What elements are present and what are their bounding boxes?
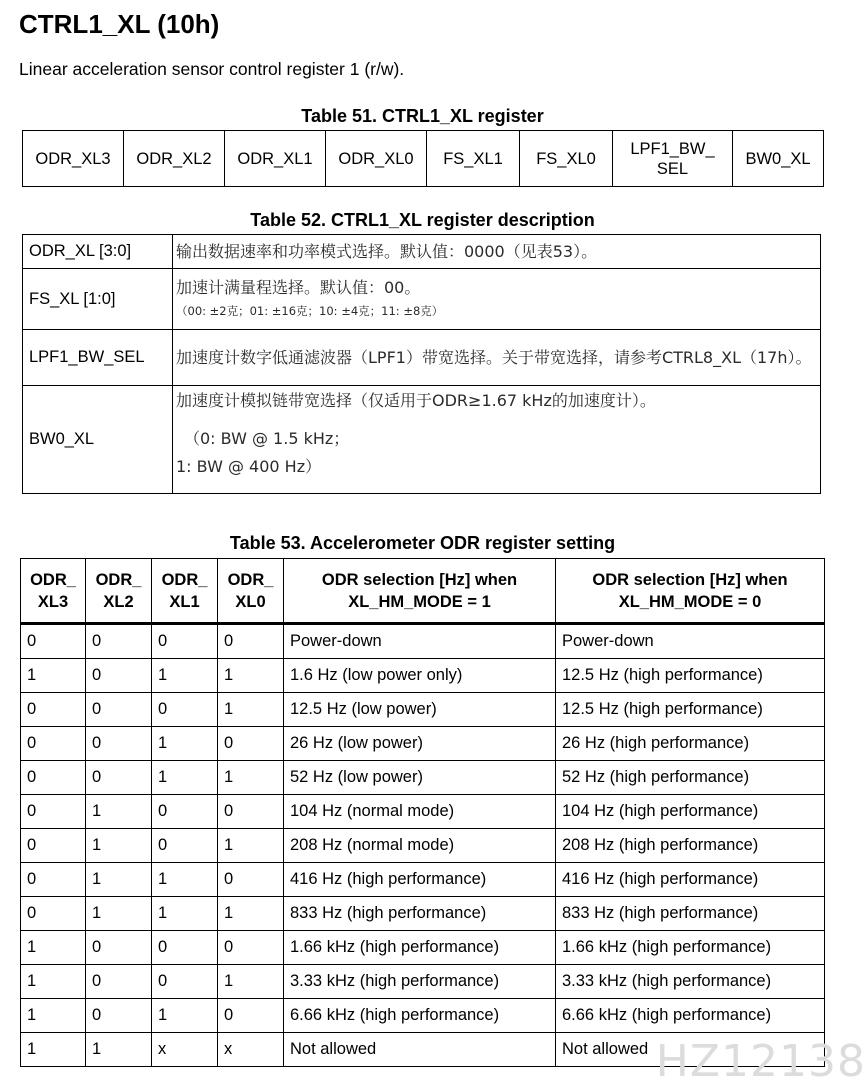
- table-cell: 104 Hz (normal mode): [284, 795, 556, 829]
- bit-cell: ODR_XL3: [23, 131, 124, 187]
- table-cell: 1: [152, 863, 218, 897]
- table52-caption: Table 52. CTRL1_XL register description: [250, 210, 595, 230]
- table-cell: 1: [218, 659, 284, 693]
- field-name-cell: ODR_XL [3:0]: [23, 235, 173, 269]
- table-row: [23, 330, 821, 386]
- table-cell: 1: [152, 999, 218, 1033]
- table-cell: 833 Hz (high performance): [556, 897, 825, 931]
- table-cell: 104 Hz (high performance): [556, 795, 825, 829]
- field-description-cell: 输出数据速率和功率模式选择。默认值：0000（见表53）。: [173, 235, 821, 269]
- table-cell: 3.33 kHz (high performance): [284, 965, 556, 999]
- table-cell: 1: [86, 1033, 152, 1067]
- table-row: [21, 761, 825, 795]
- table-cell: 0: [152, 965, 218, 999]
- field-name-cell: LPF1_BW_SEL: [23, 330, 173, 386]
- table-cell: 1: [218, 829, 284, 863]
- table53-caption: Table 53. Accelerometer ODR register setting: [229, 533, 616, 553]
- table-cell: 1: [218, 761, 284, 795]
- table-cell: 1: [21, 965, 86, 999]
- table-cell: 1: [218, 965, 284, 999]
- table-cell: x: [152, 1033, 218, 1067]
- table-cell: 0: [86, 727, 152, 761]
- page-title: CTRL1_XL (10h): [19, 9, 220, 39]
- table-cell: 0: [86, 693, 152, 727]
- table-row: [21, 897, 825, 931]
- field-name-cell: BW0_XL: [23, 386, 173, 494]
- table-row: [21, 727, 825, 761]
- table-cell: 0: [21, 863, 86, 897]
- table-cell: 833 Hz (high performance): [284, 897, 556, 931]
- table-cell: 0: [86, 624, 152, 659]
- description-text: 加速度计模拟链带宽选择（仅适用于ODR≥1.67 kHz的加速度计）。: [176, 391, 656, 410]
- table-row: [21, 624, 825, 659]
- table-row: [21, 999, 825, 1033]
- table-row: [23, 269, 821, 330]
- table-row: [21, 965, 825, 999]
- table-cell: 1: [86, 897, 152, 931]
- table51-caption: Table 51. CTRL1_XL register: [301, 106, 544, 126]
- table-cell: 1: [21, 1033, 86, 1067]
- bit-cell: ODR_XL0: [326, 131, 427, 187]
- table-cell: 26 Hz (low power): [284, 727, 556, 761]
- table-cell: 0: [21, 693, 86, 727]
- table-cell: 1: [21, 931, 86, 965]
- table-cell: Not allowed: [284, 1033, 556, 1067]
- table-row: [21, 795, 825, 829]
- table-cell: 0: [152, 829, 218, 863]
- table-row: [23, 386, 821, 494]
- bit-cell: ODR_XL2: [124, 131, 225, 187]
- table-cell: 1: [21, 999, 86, 1033]
- table-cell: 1: [21, 659, 86, 693]
- table-cell: 0: [152, 624, 218, 659]
- bit-cell: ODR_XL1: [225, 131, 326, 187]
- table-cell: 1: [152, 727, 218, 761]
- table-cell: 416 Hz (high performance): [556, 863, 825, 897]
- table-cell: 0: [86, 761, 152, 795]
- table-cell: 3.33 kHz (high performance): [556, 965, 825, 999]
- column-header: ODR_ XL3: [21, 559, 86, 624]
- column-header: ODR selection [Hz] when XL_HM_MODE = 1: [284, 559, 556, 624]
- bit-cell: FS_XL0: [520, 131, 613, 187]
- table-cell: 1: [218, 693, 284, 727]
- table-cell: 0: [218, 999, 284, 1033]
- description-note: （00: ±2克；01: ±16克；10: ±4克；11: ±8克）: [176, 303, 444, 318]
- table-cell: Power-down: [556, 624, 825, 659]
- column-header: ODR_ XL1: [152, 559, 218, 624]
- table-cell: 6.66 kHz (high performance): [556, 999, 825, 1033]
- table-cell: 1.66 kHz (high performance): [284, 931, 556, 965]
- odr-setting-table: [20, 558, 825, 1067]
- table-cell: 0: [218, 863, 284, 897]
- bit-cell: FS_XL1: [427, 131, 520, 187]
- table-cell: 0: [218, 624, 284, 659]
- table-cell: 1.6 Hz (low power only): [284, 659, 556, 693]
- table-cell: 1: [152, 897, 218, 931]
- field-name-cell: FS_XL [1:0]: [23, 269, 173, 330]
- table-cell: 52 Hz (high performance): [556, 761, 825, 795]
- table-cell: 52 Hz (low power): [284, 761, 556, 795]
- table-cell: 26 Hz (high performance): [556, 727, 825, 761]
- table-cell: 12.5 Hz (low power): [284, 693, 556, 727]
- table-cell: 0: [152, 693, 218, 727]
- table-cell: 0: [21, 829, 86, 863]
- table-cell: 0: [218, 727, 284, 761]
- field-description-cell: [173, 269, 821, 330]
- table-cell: 1: [86, 795, 152, 829]
- table-cell: 1: [152, 761, 218, 795]
- description-text: 加速计满量程选择。默认值：00。: [176, 277, 421, 297]
- table-cell: 0: [86, 931, 152, 965]
- bit-cell: BW0_XL: [733, 131, 824, 187]
- table-cell: 0: [152, 931, 218, 965]
- field-description-cell: [173, 386, 821, 494]
- table-cell: 12.5 Hz (high performance): [556, 693, 825, 727]
- description-line: （0: BW @ 1.5 kHz；: [184, 429, 350, 448]
- column-header: ODR_ XL0: [218, 559, 284, 624]
- field-description-cell: 加速度计数字低通滤波器（LPF1）带宽选择。关于带宽选择，请参考CTRL8_XL（17h）。: [173, 330, 821, 386]
- table-cell: 1: [86, 863, 152, 897]
- table-cell: 0: [218, 795, 284, 829]
- register-bit-row: [23, 131, 824, 187]
- table-cell: 0: [86, 965, 152, 999]
- description-line: 1: BW @ 400 Hz）: [176, 457, 322, 476]
- table-cell: 0: [21, 795, 86, 829]
- table-cell: 6.66 kHz (high performance): [284, 999, 556, 1033]
- register-description-table: [22, 234, 821, 494]
- watermark-text: HZ12138: [655, 1036, 866, 1087]
- bit-cell: LPF1_BW_ SEL: [613, 131, 733, 187]
- table-cell: 1: [86, 829, 152, 863]
- table-header-row: [21, 559, 825, 624]
- table-row: [21, 931, 825, 965]
- table-cell: 0: [86, 659, 152, 693]
- table-row: [21, 659, 825, 693]
- table-cell: Power-down: [284, 624, 556, 659]
- table-cell: 1.66 kHz (high performance): [556, 931, 825, 965]
- table-cell: 0: [21, 761, 86, 795]
- table-cell: 12.5 Hz (high performance): [556, 659, 825, 693]
- table-cell: Not allowed: [556, 1033, 825, 1067]
- table-cell: 416 Hz (high performance): [284, 863, 556, 897]
- column-header: ODR selection [Hz] when XL_HM_MODE = 0: [556, 559, 825, 624]
- register-bit-table: [22, 130, 824, 187]
- table-cell: 0: [21, 897, 86, 931]
- table-cell: 0: [86, 999, 152, 1033]
- table-cell: 1: [152, 659, 218, 693]
- table-cell: 0: [21, 624, 86, 659]
- table-cell: 1: [218, 897, 284, 931]
- register-subtitle: Linear acceleration sensor control register 1 (r/w).: [19, 59, 405, 79]
- table-row: [21, 829, 825, 863]
- column-header: ODR_ XL2: [86, 559, 152, 624]
- table-cell: 208 Hz (normal mode): [284, 829, 556, 863]
- table-row: [21, 693, 825, 727]
- table-row: [21, 863, 825, 897]
- table-row: [23, 235, 821, 269]
- table-cell: 208 Hz (high performance): [556, 829, 825, 863]
- table-cell: 0: [218, 931, 284, 965]
- table-cell: 0: [21, 727, 86, 761]
- table-cell: x: [218, 1033, 284, 1067]
- table-cell: 0: [152, 795, 218, 829]
